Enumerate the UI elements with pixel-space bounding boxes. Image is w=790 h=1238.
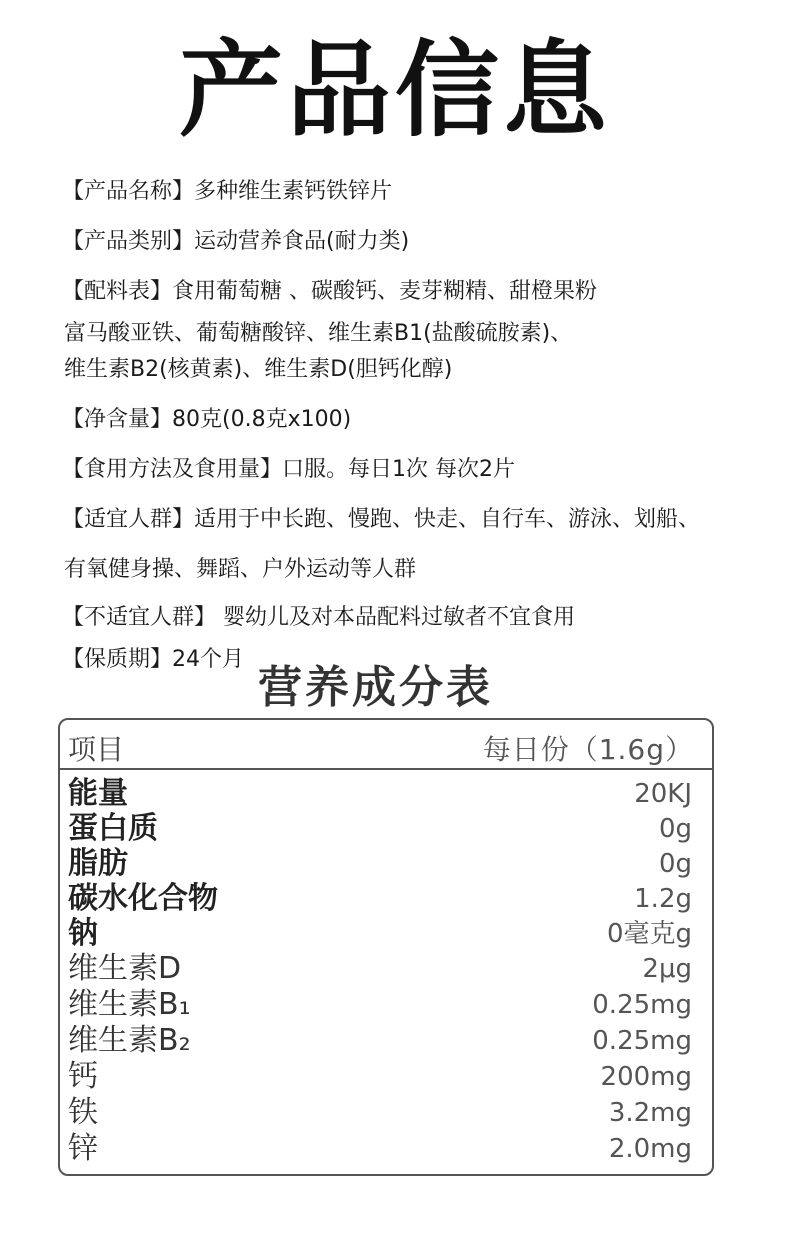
nutrient-name: 蛋白质: [68, 811, 158, 846]
nutrient-name: 维生素B₂: [68, 1023, 191, 1058]
table-row: [60, 776, 712, 812]
table-row: [60, 1095, 712, 1131]
info-ingredients: 【配料表】食用葡萄糖 、碳酸钙、麦芽糊精、甜橙果粉: [62, 279, 597, 304]
table-row: [60, 811, 712, 847]
nutrient-name: 维生素D: [68, 951, 182, 986]
table-row: [60, 951, 712, 987]
page-title: 产品信息: [178, 29, 611, 151]
nutrient-value: 200mg: [600, 1062, 692, 1092]
info-usage: 【食用方法及食用量】口服。每日1次 每次2片: [62, 457, 515, 482]
nutrient-name: 铁: [68, 1095, 98, 1130]
nutrient-value: 0毫克g: [606, 919, 692, 949]
nutrient-name: 钠: [68, 916, 98, 951]
nutrition-table-header: [60, 720, 712, 770]
header-serving-label: 每日份（1.6g）: [482, 733, 694, 766]
table-row: [60, 881, 712, 917]
nutrient-value: 3.2mg: [608, 1098, 692, 1128]
nutrient-value: 0.25mg: [592, 990, 692, 1020]
table-row: [60, 1023, 712, 1059]
info-product-category: 【产品类别】运动营养食品(耐力类): [62, 229, 410, 254]
nutrient-name: 钙: [68, 1059, 98, 1094]
nutrient-name: 脂肪: [68, 846, 128, 881]
nutrition-table: [58, 718, 714, 1176]
nutrient-value: 1.2g: [634, 884, 692, 914]
nutrient-value: 0g: [658, 849, 692, 879]
nutrient-value: 0.25mg: [592, 1026, 692, 1056]
nutrient-name: 能量: [68, 776, 128, 811]
header-item-label: 项目: [68, 733, 125, 766]
info-unsuitable-group: 【不适宜人群】 婴幼儿及对本品配料过敏者不宜食用: [62, 605, 575, 630]
nutrient-value: 2.0mg: [608, 1134, 692, 1164]
table-row: [60, 1131, 712, 1167]
table-row: [60, 987, 712, 1023]
table-row: [60, 916, 712, 952]
info-net-content: 【净含量】80克(0.8克x100): [62, 407, 352, 432]
info-suitable-group: 【适宜人群】适用于中长跑、慢跑、快走、自行车、游泳、划船、: [62, 507, 701, 532]
info-product-name: 【产品名称】多种维生素钙铁锌片: [62, 179, 393, 204]
nutrient-name: 维生素B₁: [68, 987, 191, 1022]
info-shelf-life: 【保质期】24个月: [62, 647, 244, 672]
nutrient-name: 锌: [68, 1131, 98, 1166]
nutrient-name: 碳水化合物: [68, 881, 218, 916]
info-suitable-group-line-2: 有氧健身操、舞蹈、户外运动等人群: [64, 557, 417, 582]
info-ingredients-line-3: 维生素B2(核黄素)、维生素D(胆钙化醇): [64, 357, 453, 382]
nutrient-value: 20KJ: [634, 779, 692, 809]
info-ingredients-line-2: 富马酸亚铁、葡萄糖酸锌、维生素B1(盐酸硫胺素)、: [64, 321, 573, 346]
table-row: [60, 846, 712, 882]
nutrition-table-title: 营养成分表: [258, 662, 493, 713]
nutrient-value: 2μg: [642, 954, 692, 984]
nutrient-value: 0g: [658, 814, 692, 844]
table-row: [60, 1059, 712, 1095]
